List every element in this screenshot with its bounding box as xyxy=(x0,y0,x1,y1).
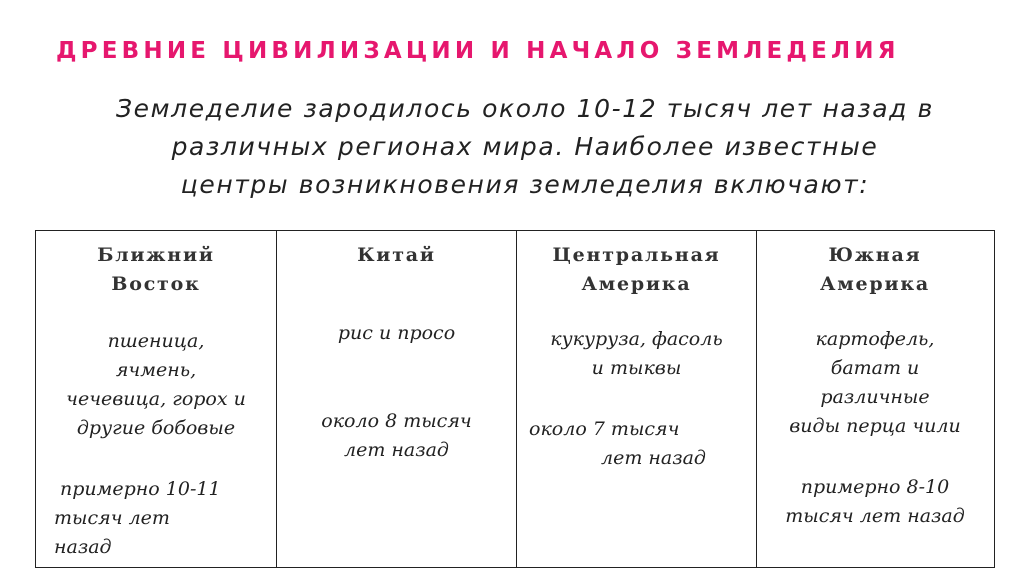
crops-line: батат и xyxy=(830,357,920,379)
intro-line: Земледелие зародилось около 10-12 тысяч лет назад в xyxy=(116,94,934,123)
time-line: около 7 тысяч xyxy=(529,418,680,440)
crops-line: картофель, xyxy=(815,328,935,350)
header-line: Восток xyxy=(111,273,201,295)
time-line: примерно 8-10 xyxy=(800,476,950,498)
crops-line: виды перца чили xyxy=(789,415,961,437)
time-line: лет назад xyxy=(344,439,449,461)
table-column-near-east xyxy=(36,231,276,567)
intro-line: различных регионах мира. Наиболее известные xyxy=(171,132,879,161)
header-line: Китай xyxy=(357,244,436,266)
crops-line: кукуруза, фасоль xyxy=(550,328,723,350)
header-line: Америка xyxy=(581,273,692,295)
time-line: примерно 10-11 xyxy=(60,478,221,500)
time-text xyxy=(287,407,506,465)
intro-paragraph xyxy=(60,90,990,204)
time-line: лет назад xyxy=(601,447,706,469)
column-header xyxy=(757,241,993,299)
table-column-central-america xyxy=(516,231,756,567)
header-line: Южная xyxy=(828,244,922,266)
table-column-south-america xyxy=(756,231,993,567)
table-column-china xyxy=(276,231,516,567)
slide-title: ДРЕВНИЕ ЦИВИЛИЗАЦИИ И НАЧАЛО ЗЕМЛЕДЕЛИЯ xyxy=(56,38,900,64)
time-text xyxy=(757,473,993,531)
crops-line: рис и просо xyxy=(337,322,456,344)
time-line: назад xyxy=(54,536,112,558)
crops-line: пшеница, xyxy=(107,330,205,352)
crops-text xyxy=(287,319,506,348)
agriculture-centers-table xyxy=(35,230,995,568)
header-line: Центральная xyxy=(552,244,721,266)
crops-line: различные xyxy=(820,386,930,408)
crops-line: ячмень, xyxy=(115,359,197,381)
time-text xyxy=(54,475,266,562)
crops-text xyxy=(527,325,746,383)
column-header xyxy=(517,241,756,299)
column-header xyxy=(36,241,276,299)
time-line: тысяч лет xyxy=(54,507,170,529)
crops-text xyxy=(757,325,993,441)
crops-line: чечевица, горох и xyxy=(66,388,246,410)
crops-text xyxy=(46,327,266,443)
time-line: около 8 тысяч xyxy=(321,410,472,432)
intro-line: центры возникновения земледелия включают: xyxy=(180,170,870,199)
header-line: Америка xyxy=(819,273,931,295)
crops-line: и тыквы xyxy=(591,357,682,379)
crops-line: другие бобовые xyxy=(76,417,236,439)
column-header xyxy=(277,241,516,270)
time-line: тысяч лет назад xyxy=(785,505,965,527)
header-line: Ближний xyxy=(97,244,215,266)
